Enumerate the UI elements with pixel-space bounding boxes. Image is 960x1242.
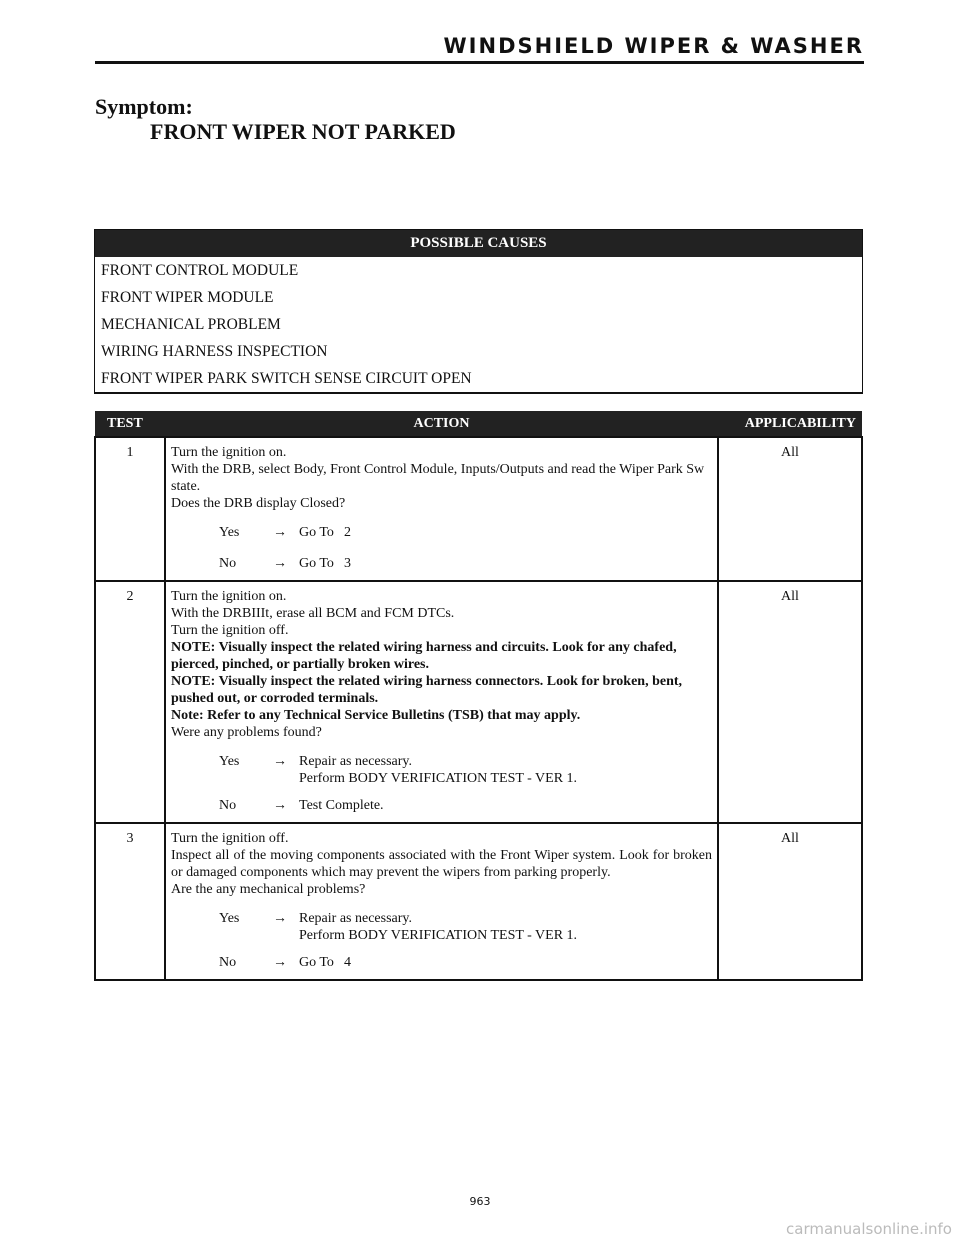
cause-item: MECHANICAL PROBLEM [101, 316, 281, 333]
action-line: With the DRB, select Body, Front Control Module, Inputs/Outputs and read the Wiper Park Sw state. [171, 462, 705, 494]
no-branch: No → Go To 3 [219, 556, 351, 571]
test-row [95, 437, 862, 581]
action-line: Turn the ignition off. [171, 623, 289, 638]
action-line: Turn the ignition off. [171, 831, 289, 846]
test-applicability: All [718, 581, 862, 823]
header-action: ACTION [165, 411, 718, 437]
test-number: 3 [95, 823, 165, 980]
symptom-title: FRONT WIPER NOT PARKED [150, 119, 456, 144]
action-question: Were any problems found? [171, 725, 322, 740]
no-branch: No → Test Complete. [219, 798, 384, 813]
yes-branch: Yes → Repair as necessary. Perform BODY VERIFICATION TEST - VER 1. [219, 911, 578, 943]
action-note: NOTE: Visually inspect the related wiring harness connectors. Look for broken, bent, pushed out, or corroded terminals. [171, 674, 683, 706]
header-title: WINDSHIELD WIPER & WASHER [443, 34, 864, 58]
test-table [94, 411, 863, 981]
yes-branch: Yes → Repair as necessary. Perform BODY VERIFICATION TEST - VER 1. [219, 754, 578, 786]
test-number: 1 [95, 437, 165, 581]
cause-item: WIRING HARNESS INSPECTION [101, 343, 328, 360]
watermark: carmanualsonline.info [786, 1220, 952, 1238]
action-line: Turn the ignition on. [171, 589, 287, 604]
test-row [95, 581, 862, 823]
possible-causes-box [94, 229, 863, 394]
arrow-icon: → [273, 798, 287, 813]
arrow-icon: → [273, 955, 287, 970]
header-test: TEST [95, 411, 165, 437]
cause-item: FRONT CONTROL MODULE [101, 262, 299, 279]
action-line: Does the DRB display Closed? [171, 496, 346, 511]
test-applicability: All [718, 437, 862, 581]
test-number: 2 [95, 581, 165, 823]
action-line: Are the any mechanical problems? [171, 882, 366, 897]
action-note: Note: Refer to any Technical Service Bulletins (TSB) that may apply. [171, 708, 581, 723]
test-action [165, 437, 718, 581]
symptom-label: Symptom: [95, 94, 193, 119]
cause-item: FRONT WIPER PARK SWITCH SENSE CIRCUIT OPEN [101, 370, 472, 387]
page-number: 963 [469, 1195, 491, 1208]
action-note: NOTE: Visually inspect the related wiring harness and circuits. Look for any chafed, pierced, pinched, or partially broken wires. [171, 640, 677, 672]
test-action [165, 823, 718, 980]
test-row [95, 823, 862, 980]
action-line: Inspect all of the moving components associated with the Front Wiper system. Look for broken or damaged components which may prevent the wipers from parking properly. [171, 848, 712, 880]
header-rule [95, 61, 864, 64]
possible-causes-heading: POSSIBLE CAUSES [95, 230, 862, 257]
arrow-icon: → [273, 525, 287, 540]
page-header [95, 34, 864, 64]
no-branch: No → Go To 4 [219, 955, 351, 970]
header-applicability: APPLICABILITY [718, 411, 862, 437]
action-line: With the DRBIIIt, erase all BCM and FCM DTCs. [171, 606, 455, 621]
action-line: Turn the ignition on. [171, 445, 287, 460]
yes-branch: Yes → Go To 2 [219, 525, 351, 540]
cause-item: FRONT WIPER MODULE [101, 289, 274, 306]
test-table-header [95, 411, 862, 437]
arrow-icon: → [273, 556, 287, 571]
test-applicability: All [718, 823, 862, 980]
arrow-icon: → [273, 911, 287, 926]
test-action [165, 581, 718, 823]
arrow-icon: → [273, 754, 287, 769]
